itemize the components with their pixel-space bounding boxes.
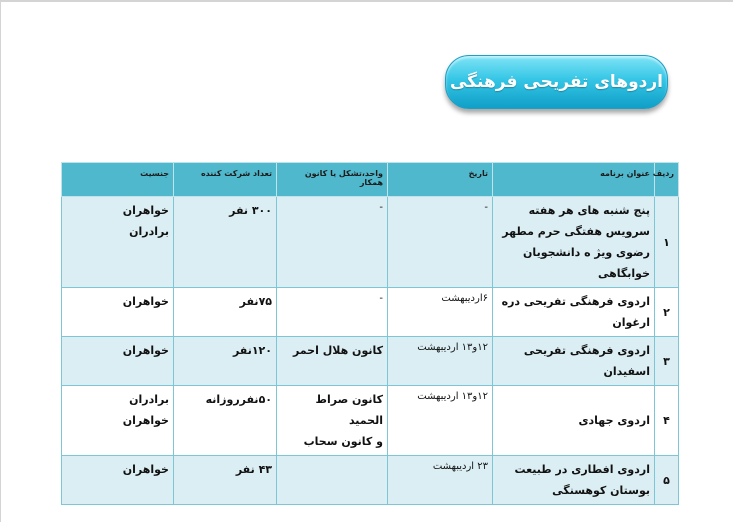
header-row-number: ردیف bbox=[655, 163, 679, 197]
page-title: اردوهای تفریحی فرهنگی bbox=[449, 72, 664, 92]
unit-cell bbox=[277, 456, 388, 505]
gender-line: خواهران bbox=[122, 414, 169, 427]
unit-cell: - bbox=[277, 197, 388, 288]
participants-cell: ۵۰نفرروزانه bbox=[174, 386, 277, 456]
program-title-line: بوستان کوهسنگی bbox=[552, 484, 650, 497]
participants-cell: ۷۵نفر bbox=[174, 288, 277, 337]
gender-cell bbox=[62, 288, 174, 337]
left-border bbox=[0, 0, 1, 522]
date-cell: ۱۲و۱۳ اردیبهشت bbox=[388, 337, 493, 386]
program-title-cell bbox=[493, 337, 655, 386]
program-table bbox=[61, 162, 679, 505]
header-unit: واحد،تشکل یا کانون همکار bbox=[277, 163, 388, 197]
header-participants: تعداد شرکت کننده bbox=[174, 163, 277, 197]
date-cell: - bbox=[388, 197, 493, 288]
gender-cell bbox=[62, 337, 174, 386]
gender-line: خواهران bbox=[122, 463, 169, 476]
table-row bbox=[62, 288, 679, 337]
row-number: ۵ bbox=[655, 456, 679, 505]
row-number: ۱ bbox=[655, 197, 679, 288]
table-header-row bbox=[62, 163, 679, 197]
gender-line: خواهران bbox=[122, 295, 169, 308]
date-cell: ۶اردیبهشت bbox=[388, 288, 493, 337]
program-title-line: اسفیدان bbox=[603, 365, 650, 378]
header-program-title: عنوان برنامه bbox=[493, 163, 655, 197]
program-title-cell bbox=[493, 386, 655, 456]
program-title-line: اردوی جهادی bbox=[578, 414, 650, 427]
row-number: ۴ bbox=[655, 386, 679, 456]
gender-line: برادران bbox=[129, 225, 169, 238]
table-row bbox=[62, 386, 679, 456]
unit-line: و کانون سحاب bbox=[303, 435, 383, 448]
program-title-line: اردوی فرهنگی تفریحی دره bbox=[501, 295, 650, 308]
unit-line: کانون صراط الحمید bbox=[315, 393, 383, 427]
gender-line: خواهران bbox=[122, 204, 169, 217]
table-row bbox=[62, 456, 679, 505]
date-cell: ۲۳ اردیبهشت bbox=[388, 456, 493, 505]
program-title-line: اردوی افطاری در طبیعت bbox=[514, 463, 650, 476]
gender-cell bbox=[62, 456, 174, 505]
top-border bbox=[0, 0, 733, 2]
date-cell: ۱۲و۱۳ اردیبهشت bbox=[388, 386, 493, 456]
program-title-cell bbox=[493, 456, 655, 505]
row-number: ۳ bbox=[655, 337, 679, 386]
gender-cell bbox=[62, 197, 174, 288]
participants-cell: ۴۳ نفر bbox=[174, 456, 277, 505]
unit-cell: - bbox=[277, 288, 388, 337]
table-row bbox=[62, 197, 679, 288]
title-banner bbox=[445, 55, 668, 109]
program-title-cell bbox=[493, 197, 655, 288]
row-number: ۲ bbox=[655, 288, 679, 337]
program-title-cell bbox=[493, 288, 655, 337]
program-title-line: خوابگاهی bbox=[597, 267, 650, 280]
program-title-line: رضوی ویژ ه دانشجویان bbox=[523, 246, 650, 259]
header-date: تاریخ bbox=[388, 163, 493, 197]
unit-cell bbox=[277, 386, 388, 456]
participants-cell: ۳۰۰ نفر bbox=[174, 197, 277, 288]
gender-line: برادران bbox=[129, 393, 169, 406]
gender-line: خواهران bbox=[122, 344, 169, 357]
unit-cell: کانون هلال احمر bbox=[277, 337, 388, 386]
program-title-line: اردوی فرهنگی تفریحی bbox=[523, 344, 650, 357]
program-title-line: ارغوان bbox=[612, 316, 650, 329]
program-title-line: سرویس هفتگی حرم مطهر bbox=[502, 225, 650, 238]
table-row bbox=[62, 337, 679, 386]
program-title-line: پنج شنبه های هر هفته bbox=[528, 204, 650, 217]
participants-cell: ۱۲۰نفر bbox=[174, 337, 277, 386]
header-gender: جنسیت bbox=[62, 163, 174, 197]
gender-cell bbox=[62, 386, 174, 456]
